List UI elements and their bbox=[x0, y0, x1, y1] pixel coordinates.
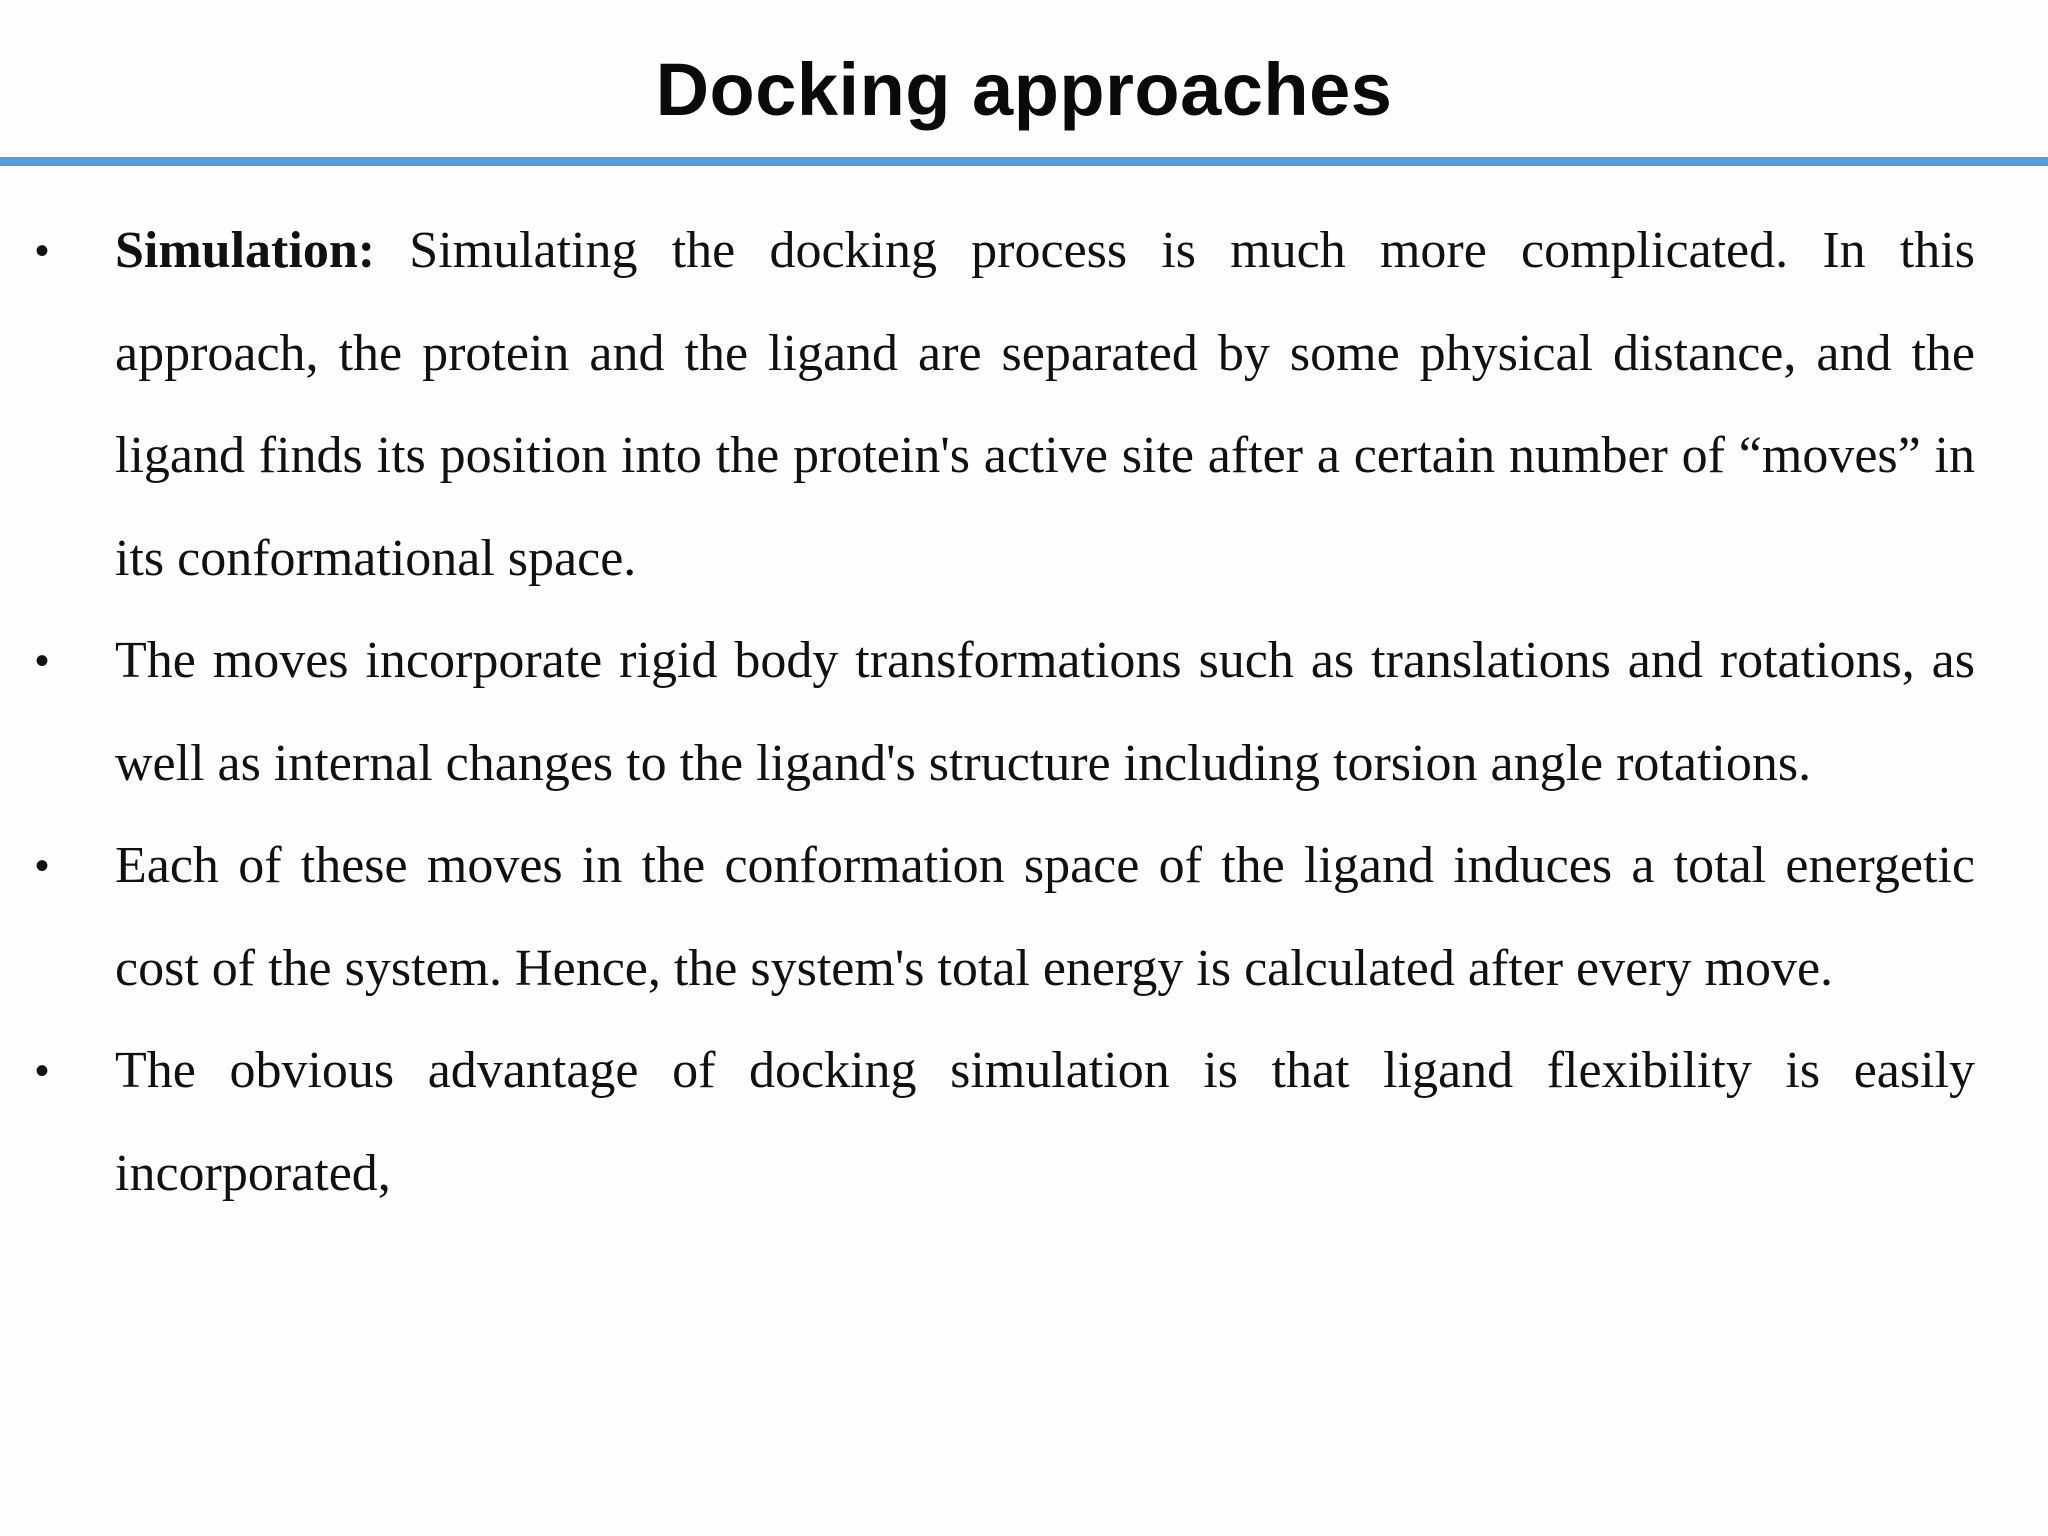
bullet-item-moves bbox=[35, 610, 1975, 815]
bullet-item-energy bbox=[35, 815, 1975, 1020]
bullet-text: The moves incorporate rigid body transformations such as translations and rotations, as well as internal changes to the ligand's structure including torsion angle rotations. bbox=[115, 632, 1975, 792]
bullet-text: The obvious advantage of docking simulation is that ligand flexibility is easily incorporated, bbox=[115, 1042, 1975, 1202]
bullet-icon: • bbox=[35, 229, 50, 273]
title-divider bbox=[0, 157, 2048, 166]
bullet-lead-label: Simulation: bbox=[115, 222, 376, 279]
bullet-item-advantage bbox=[35, 1020, 1975, 1225]
bullet-icon: • bbox=[35, 639, 50, 683]
bullet-item-simulation bbox=[35, 200, 1975, 610]
bullet-text: Simulating the docking process is much more complicated. In this approach, the protein and the ligand are separated by some physical distance, and the ligand finds its position into the protein's active site after a certain number of “moves” in its conformational space. bbox=[115, 222, 1975, 587]
slide-title: Docking approaches bbox=[655, 48, 1393, 131]
bullet-text: Each of these moves in the conformation space of the ligand induces a total energetic cost of the system. Hence, the system's total energy is calculated after every move. bbox=[115, 837, 1975, 997]
bullet-icon: • bbox=[35, 1049, 50, 1093]
bullet-icon: • bbox=[35, 844, 50, 888]
bullet-list bbox=[0, 200, 2048, 1225]
